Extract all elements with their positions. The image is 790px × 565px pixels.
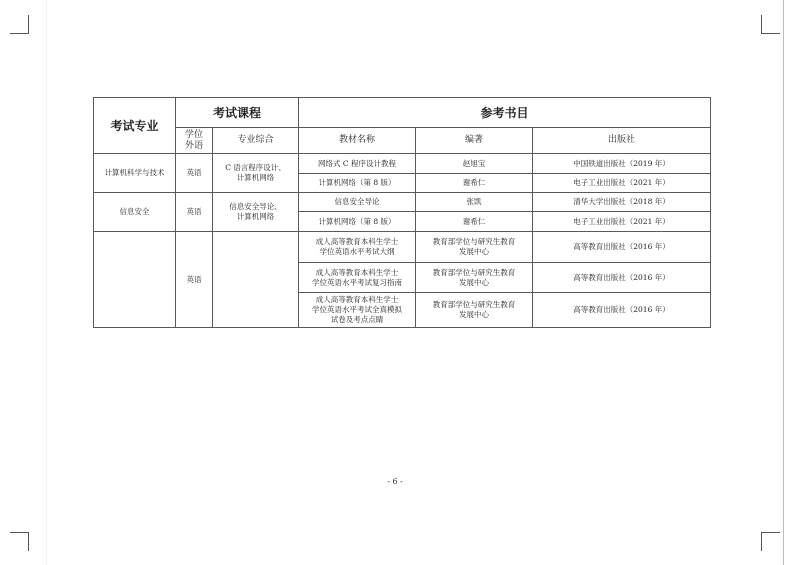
page-number: - 6 - [387,477,403,486]
major-name: 计算机科学与技术 [94,154,176,193]
book-title: 成人高等教育本科生学士 学位英语水平考试复习指南 [299,263,416,293]
book-publisher: 高等教育出版社（2016 年） [533,263,711,293]
header-author: 编著 [416,128,533,154]
book-author: 张凯 [416,193,533,212]
book-author: 赵旭宝 [416,154,533,174]
book-title: 成人高等教育本科生学士 学位英语水平考试大纲 [299,232,416,263]
header-courses: 考试课程 [176,98,299,128]
book-publisher: 电子工业出版社（2021 年） [533,212,711,232]
table-row [94,193,711,212]
header-publisher: 出版社 [533,128,711,154]
book-author: 谢希仁 [416,212,533,232]
book-title: 网络式 C 程序设计教程 [299,154,416,174]
crop-mark-bottom-right [761,532,780,551]
crop-mark-bottom-left [10,532,29,551]
crop-mark-top-left [10,15,29,34]
book-author: 谢希仁 [416,174,533,193]
book-title: 计算机网络（第 8 版） [299,174,416,193]
degree-language: 英语 [176,193,213,232]
book-publisher: 高等教育出版社（2016 年） [533,232,711,263]
major-name: 信息安全 [94,193,176,232]
header-comprehensive: 专业综合 [213,128,299,154]
book-title: 信息安全导论 [299,193,416,212]
table-row [94,232,711,263]
major-name [94,232,176,328]
header-foreign-language: 学位 外语 [176,128,213,154]
reference-books-table [93,97,711,328]
degree-language: 英语 [176,232,213,328]
header-major: 考试专业 [94,98,176,154]
comprehensive-subjects: C 语言程序设计、 计算机网络 [213,154,299,193]
book-publisher: 高等教育出版社（2016 年） [533,293,711,328]
book-author: 教育部学位与研究生教育 发展中心 [416,232,533,263]
book-title: 计算机网络（第 8 版） [299,212,416,232]
book-publisher: 电子工业出版社（2021 年） [533,174,711,193]
crop-mark-top-right [761,15,780,34]
book-author: 教育部学位与研究生教育 发展中心 [416,263,533,293]
book-author: 教育部学位与研究生教育 发展中心 [416,293,533,328]
table-row [94,154,711,174]
degree-language: 英语 [176,154,213,193]
book-title: 成人高等教育本科生学士 学位英语水平考试全真模拟 试卷及考点点睛 [299,293,416,328]
comprehensive-subjects [213,232,299,328]
book-publisher: 中国铁道出版社（2019 年） [533,154,711,174]
comprehensive-subjects: 信息安全导论、 计算机网络 [213,193,299,232]
header-book-title: 教材名称 [299,128,416,154]
book-publisher: 清华大学出版社（2018 年） [533,193,711,212]
header-references: 参考书目 [299,98,711,128]
